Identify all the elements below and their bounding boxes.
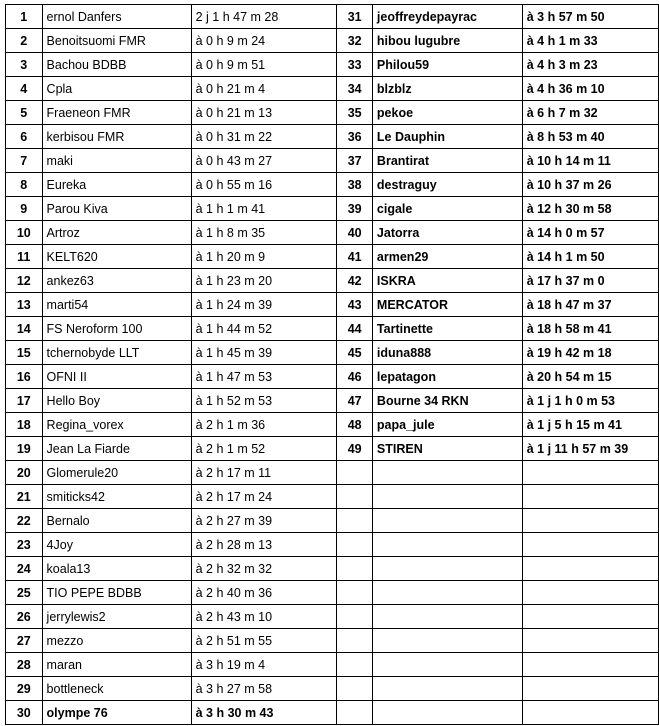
name-cell: tchernobyde LLT [42,341,191,365]
rank-cell: 28 [6,653,43,677]
table-row [337,101,659,125]
name-cell: OFNI II [42,365,191,389]
rank-cell [337,677,372,701]
table-row [337,533,659,557]
time-cell: à 2 h 17 m 11 [191,461,337,485]
rank-cell: 11 [6,245,43,269]
time-cell: à 12 h 30 m 58 [522,197,658,221]
rank-cell: 14 [6,317,43,341]
time-cell: à 6 h 7 m 32 [522,101,658,125]
table-row [337,5,659,29]
rank-cell [337,605,372,629]
time-cell: à 4 h 3 m 23 [522,53,658,77]
time-cell [522,557,658,581]
name-cell: marti54 [42,293,191,317]
time-cell: à 0 h 31 m 22 [191,125,337,149]
table-row [337,365,659,389]
ranking-sheet [5,4,659,725]
rank-cell: 34 [337,77,372,101]
rank-cell: 4 [6,77,43,101]
table-row [6,581,337,605]
table-row [337,293,659,317]
table-row [337,581,659,605]
time-cell: à 4 h 36 m 10 [522,77,658,101]
rank-cell: 31 [337,5,372,29]
name-cell: destraguy [372,173,522,197]
name-cell: Tartinette [372,317,522,341]
rank-cell: 49 [337,437,372,461]
rank-cell [337,701,372,725]
time-cell: à 2 h 32 m 32 [191,557,337,581]
name-cell: Jatorra [372,221,522,245]
time-cell: à 3 h 27 m 58 [191,677,337,701]
time-cell: à 1 h 23 m 20 [191,269,337,293]
time-cell: à 3 h 57 m 50 [522,5,658,29]
rank-cell: 46 [337,365,372,389]
rank-cell: 43 [337,293,372,317]
rank-cell [337,557,372,581]
rank-cell: 7 [6,149,43,173]
time-cell [522,509,658,533]
table-row [6,677,337,701]
name-cell: Bachou BDBB [42,53,191,77]
table-row [6,77,337,101]
table-row [6,173,337,197]
time-cell [522,605,658,629]
time-cell: à 1 j 1 h 0 m 53 [522,389,658,413]
rank-cell [337,533,372,557]
table-row [337,317,659,341]
time-cell: à 3 h 19 m 4 [191,653,337,677]
name-cell: lepatagon [372,365,522,389]
name-cell: kerbisou FMR [42,125,191,149]
name-cell: KELT620 [42,245,191,269]
rank-cell [337,485,372,509]
time-cell: à 1 j 11 h 57 m 39 [522,437,658,461]
name-cell: bottleneck [42,677,191,701]
table-row [6,701,337,725]
rank-cell: 25 [6,581,43,605]
table-row [337,389,659,413]
rank-cell: 20 [6,461,43,485]
table-row [337,245,659,269]
table-row [337,341,659,365]
time-cell: à 2 h 1 m 52 [191,437,337,461]
rank-cell: 36 [337,125,372,149]
table-row [6,245,337,269]
time-cell: à 18 h 47 m 37 [522,293,658,317]
rank-cell [337,509,372,533]
table-row [337,197,659,221]
name-cell: Philou59 [372,53,522,77]
name-cell [372,485,522,509]
name-cell: ankez63 [42,269,191,293]
time-cell: à 0 h 21 m 4 [191,77,337,101]
table-row [337,629,659,653]
table-row [6,125,337,149]
name-cell: Jean La Fiarde [42,437,191,461]
time-cell: à 17 h 37 m 0 [522,269,658,293]
rank-cell: 38 [337,173,372,197]
time-cell: à 1 h 24 m 39 [191,293,337,317]
table-row [337,29,659,53]
name-cell: papa_jule [372,413,522,437]
name-cell: hibou lugubre [372,29,522,53]
name-cell: 4Joy [42,533,191,557]
table-row [337,149,659,173]
table-row [6,269,337,293]
rank-cell: 3 [6,53,43,77]
table-row [337,437,659,461]
table-row [337,125,659,149]
name-cell [372,677,522,701]
name-cell: Bernalo [42,509,191,533]
rank-cell: 41 [337,245,372,269]
time-cell [522,461,658,485]
name-cell: pekoe [372,101,522,125]
name-cell: STIREN [372,437,522,461]
name-cell: Bourne 34 RKN [372,389,522,413]
name-cell: Glomerule20 [42,461,191,485]
table-row [6,341,337,365]
table-row [6,149,337,173]
name-cell [372,461,522,485]
table-row [6,317,337,341]
rank-cell: 23 [6,533,43,557]
rank-cell: 17 [6,389,43,413]
rank-cell: 18 [6,413,43,437]
time-cell [522,485,658,509]
time-cell: à 0 h 9 m 24 [191,29,337,53]
table-row [6,557,337,581]
time-cell: à 10 h 14 m 11 [522,149,658,173]
name-cell: Hello Boy [42,389,191,413]
table-row [337,677,659,701]
name-cell [372,629,522,653]
time-cell: à 2 h 17 m 24 [191,485,337,509]
rank-cell: 40 [337,221,372,245]
time-cell: à 20 h 54 m 15 [522,365,658,389]
name-cell: blzblz [372,77,522,101]
time-cell [522,581,658,605]
rank-cell: 22 [6,509,43,533]
rank-cell [337,629,372,653]
rank-cell: 16 [6,365,43,389]
table-row [337,413,659,437]
ranking-table-left [5,4,337,725]
rank-cell: 37 [337,149,372,173]
rank-cell: 10 [6,221,43,245]
time-cell: à 18 h 58 m 41 [522,317,658,341]
rank-cell [337,461,372,485]
table-row [6,29,337,53]
time-cell: à 2 h 40 m 36 [191,581,337,605]
time-cell: à 2 h 1 m 36 [191,413,337,437]
table-row [337,509,659,533]
name-cell: maki [42,149,191,173]
rank-cell: 21 [6,485,43,509]
name-cell: cigale [372,197,522,221]
table-row [6,389,337,413]
rank-cell: 48 [337,413,372,437]
name-cell: Cpla [42,77,191,101]
time-cell: à 0 h 9 m 51 [191,53,337,77]
time-cell: à 1 j 5 h 15 m 41 [522,413,658,437]
table-row [6,413,337,437]
time-cell: à 3 h 30 m 43 [191,701,337,725]
name-cell: MERCATOR [372,293,522,317]
time-cell: à 2 h 27 m 39 [191,509,337,533]
table-row [337,461,659,485]
table-row [6,5,337,29]
name-cell: Brantirat [372,149,522,173]
rank-cell: 47 [337,389,372,413]
rank-cell: 30 [6,701,43,725]
name-cell: iduna888 [372,341,522,365]
table-row [6,221,337,245]
table-row [6,365,337,389]
rank-cell: 35 [337,101,372,125]
rank-cell: 5 [6,101,43,125]
table-row [337,653,659,677]
name-cell: smiticks42 [42,485,191,509]
table-row [6,485,337,509]
name-cell: Le Dauphin [372,125,522,149]
name-cell: armen29 [372,245,522,269]
time-cell: à 1 h 1 m 41 [191,197,337,221]
name-cell [372,509,522,533]
rank-cell: 27 [6,629,43,653]
time-cell: à 19 h 42 m 18 [522,341,658,365]
table-row [337,485,659,509]
rank-cell: 9 [6,197,43,221]
rank-cell: 42 [337,269,372,293]
time-cell: à 0 h 21 m 13 [191,101,337,125]
time-cell [522,677,658,701]
table-row [6,101,337,125]
name-cell: Parou Kiva [42,197,191,221]
table-row [6,53,337,77]
name-cell: maran [42,653,191,677]
rank-cell: 24 [6,557,43,581]
table-row [337,77,659,101]
name-cell: mezzo [42,629,191,653]
name-cell: ISKRA [372,269,522,293]
time-cell: à 1 h 44 m 52 [191,317,337,341]
table-row [337,701,659,725]
rank-cell: 44 [337,317,372,341]
time-cell [522,653,658,677]
name-cell [372,653,522,677]
name-cell: TIO PEPE BDBB [42,581,191,605]
table-row [6,629,337,653]
rank-cell: 19 [6,437,43,461]
rank-cell: 8 [6,173,43,197]
time-cell: à 0 h 55 m 16 [191,173,337,197]
time-cell: à 10 h 37 m 26 [522,173,658,197]
time-cell: à 4 h 1 m 33 [522,29,658,53]
table-row [6,509,337,533]
name-cell [372,605,522,629]
time-cell: à 14 h 0 m 57 [522,221,658,245]
rank-cell: 29 [6,677,43,701]
table-row [6,197,337,221]
name-cell: koala13 [42,557,191,581]
table-row [337,605,659,629]
name-cell: Benoitsuomi FMR [42,29,191,53]
name-cell: jeoffreydepayrac [372,5,522,29]
table-row [6,653,337,677]
rank-cell: 12 [6,269,43,293]
time-cell: à 8 h 53 m 40 [522,125,658,149]
rank-cell: 39 [337,197,372,221]
time-cell: à 2 h 28 m 13 [191,533,337,557]
time-cell: 2 j 1 h 47 m 28 [191,5,337,29]
table-row [337,53,659,77]
table-row [6,437,337,461]
rank-cell: 26 [6,605,43,629]
table-row [337,221,659,245]
time-cell: à 1 h 47 m 53 [191,365,337,389]
time-cell [522,533,658,557]
time-cell [522,701,658,725]
name-cell: jerrylewis2 [42,605,191,629]
name-cell: Artroz [42,221,191,245]
name-cell: ernol Danfers [42,5,191,29]
rank-cell: 2 [6,29,43,53]
time-cell: à 1 h 52 m 53 [191,389,337,413]
rank-cell: 15 [6,341,43,365]
table-row [337,269,659,293]
table-row [6,533,337,557]
name-cell: olympe 76 [42,701,191,725]
name-cell [372,557,522,581]
rank-cell: 13 [6,293,43,317]
rank-cell: 32 [337,29,372,53]
time-cell: à 2 h 43 m 10 [191,605,337,629]
name-cell: FS Neroform 100 [42,317,191,341]
time-cell: à 1 h 20 m 9 [191,245,337,269]
rank-cell [337,581,372,605]
name-cell [372,533,522,557]
rank-cell: 33 [337,53,372,77]
ranking-table-right [336,4,659,725]
rank-cell: 6 [6,125,43,149]
time-cell: à 0 h 43 m 27 [191,149,337,173]
time-cell: à 1 h 45 m 39 [191,341,337,365]
time-cell: à 2 h 51 m 55 [191,629,337,653]
table-row [6,605,337,629]
name-cell: Eureka [42,173,191,197]
table-row [6,293,337,317]
name-cell [372,581,522,605]
table-row [6,461,337,485]
time-cell: à 1 h 8 m 35 [191,221,337,245]
table-row [337,557,659,581]
name-cell: Fraeneon FMR [42,101,191,125]
rank-cell: 45 [337,341,372,365]
time-cell [522,629,658,653]
name-cell: Regina_vorex [42,413,191,437]
rank-cell [337,653,372,677]
rank-cell: 1 [6,5,43,29]
name-cell [372,701,522,725]
table-row [337,173,659,197]
time-cell: à 14 h 1 m 50 [522,245,658,269]
